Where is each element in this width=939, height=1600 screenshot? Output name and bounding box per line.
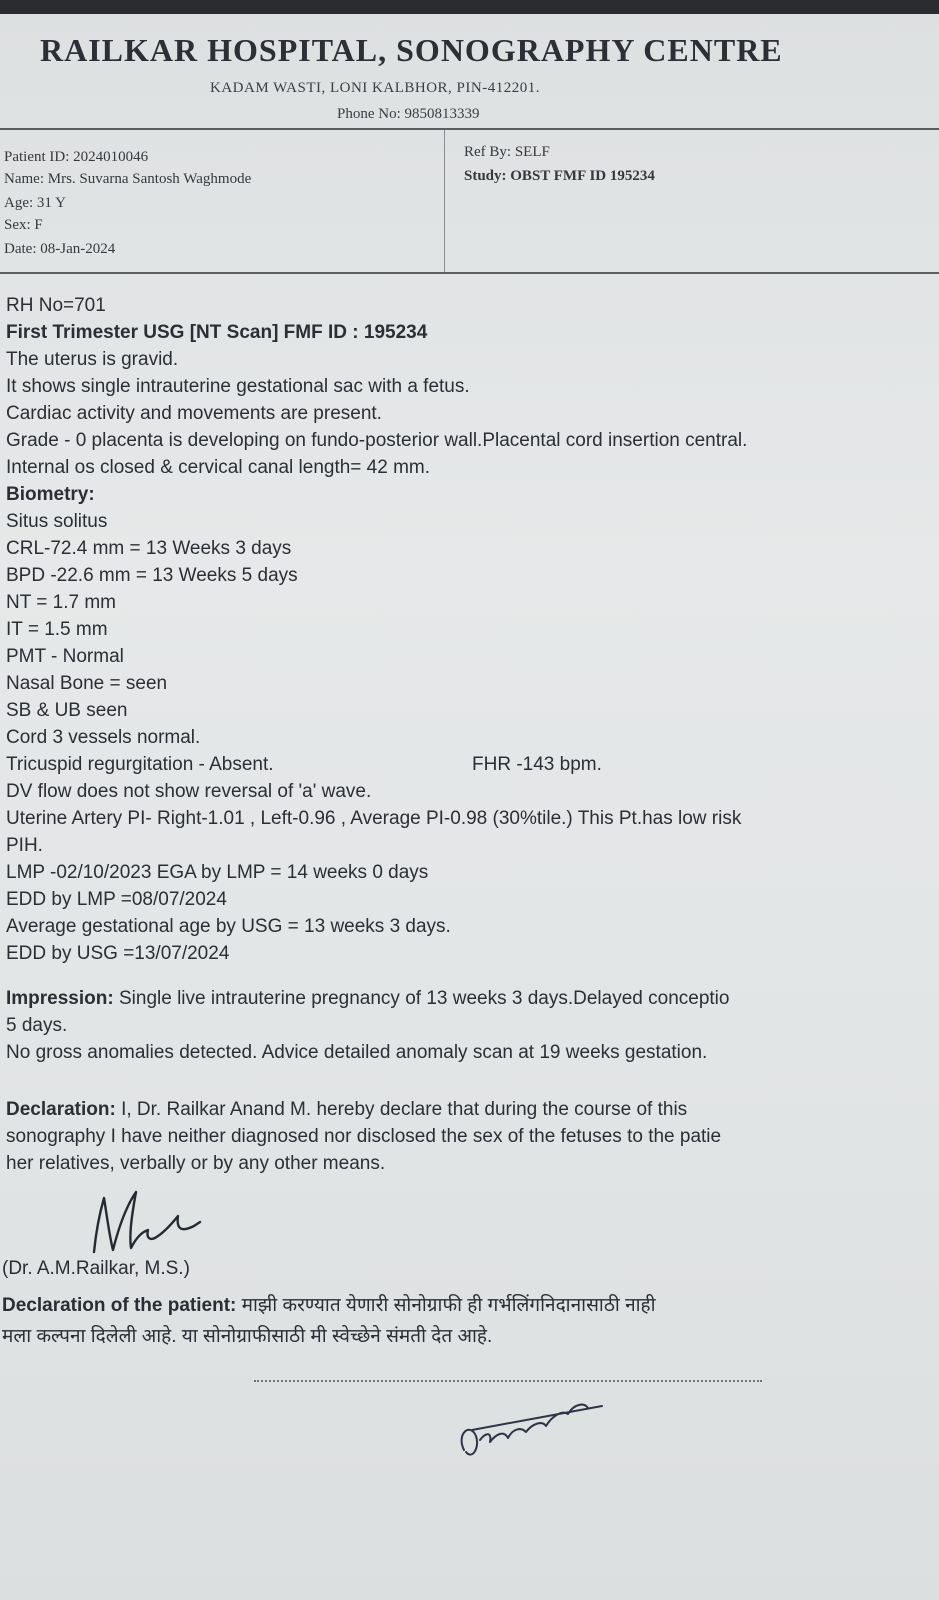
patient-declaration-line-2: मला कल्पना दिलेली आहे. या सोनोग्राफीसाठी मी स्वेच्छेने संमती देत आहे. [2,1326,493,1347]
patient-declaration-text: माझी करण्यात येणारी सोनोग्राफी ही गर्भलिंगनिदानासाठी नाही [236,1295,656,1316]
signature-line [254,1380,762,1382]
ref-by: Ref By: SELF [464,144,550,160]
biometry-line: Cord 3 vessels normal. [6,727,201,748]
declaration-text: I, Dr. Railkar Anand M. hereby declare that during the course of this [115,1099,688,1120]
declaration [6,1096,936,1123]
biometry-line: IT = 1.5 mm [6,619,108,640]
tricuspid-text: Tricuspid regurgitation - Absent. [6,754,274,775]
declaration-label: Declaration: [6,1099,116,1120]
info-column-divider [444,130,445,272]
hospital-address: KADAM WASTI, LONI KALBHOR, PIN-412201. [210,80,540,96]
finding-line: Grade - 0 placenta is developing on fundo-posterior wall.Placental cord insertion central. [6,430,748,451]
pih: PIH. [6,835,43,856]
patient-declaration-label: Declaration of the patient: [2,1295,237,1316]
patient-name: Name: Mrs. Suvarna Santosh Waghmode [4,171,252,187]
info-divider [0,272,939,274]
referral-info [464,140,655,188]
hospital-phone: Phone No: 9850813339 [337,106,480,122]
impression-cont: 5 days. [6,1015,68,1036]
impression-text: Single live intrauterine pregnancy of 13 weeks 3 days.Delayed conceptio [113,988,730,1009]
study-type: Study: OBST FMF ID 195234 [464,168,655,184]
report-heading: First Trimester USG [NT Scan] FMF ID : 195234 [6,322,428,343]
patient-age: Age: 31 Y [4,195,66,211]
declaration-line-2: sonography I have neither diagnosed nor disclosed the sex of the fetuses to the patie [6,1126,722,1147]
biometry-line: BPD -22.6 mm = 13 Weeks 5 days [6,565,298,586]
patient-declaration-line-1 [2,1290,656,1321]
fhr-text: FHR -143 bpm. [472,754,602,775]
edd-lmp: EDD by LMP =08/07/2024 [6,889,227,910]
patient-id: Patient ID: 2024010046 [4,149,149,165]
report-body [6,292,936,1177]
biometry-line: Nasal Bone = seen [6,673,168,694]
biometry-line: PMT - Normal [6,646,124,667]
finding-line: Internal os closed & cervical canal length= 42 mm. [6,457,431,478]
doctor-name: (Dr. A.M.Railkar, M.S.) [2,1258,190,1279]
uterine-artery: Uterine Artery PI- Right-1.01 , Left-0.96 , Average PI-0.98 (30%tile.) This Pt.has low risk [6,808,742,829]
lmp: LMP -02/10/2023 EGA by LMP = 14 weeks 0 days [6,862,429,883]
biometry-line: Situs solitus [6,511,108,532]
edd-usg: EDD by USG =13/07/2024 [6,943,230,964]
patient-info [4,144,251,262]
patient-declaration [2,1290,656,1352]
biometry-line: NT = 1.7 mm [6,592,116,613]
finding-line: It shows single intrauterine gestational sac with a fetus. [6,376,470,397]
rh-number: RH No=701 [6,295,106,316]
patient-sex: Sex: F [4,217,43,233]
dv-flow: DV flow does not show reversal of 'a' wave. [6,781,372,802]
patient-signature [446,1390,616,1470]
avg-gestational-age: Average gestational age by USG = 13 weeks 3 days. [6,916,451,937]
no-anomalies: No gross anomalies detected. Advice detailed anomaly scan at 19 weeks gestation. [6,1042,708,1063]
patient-date: Date: 08-Jan-2024 [4,241,116,257]
finding-line: Cardiac activity and movements are present. [6,403,382,424]
finding-line: The uterus is gravid. [6,349,179,370]
photo-top-edge [0,0,939,14]
declaration-line-3: her relatives, verbally or by any other means. [6,1153,386,1174]
biometry-label: Biometry: [6,484,95,505]
hospital-title: RAILKAR HOSPITAL, SONOGRAPHY CENTRE [40,32,783,68]
biometry-line: SB & UB seen [6,700,128,721]
biometry-line: CRL-72.4 mm = 13 Weeks 3 days [6,538,292,559]
impression [6,985,936,1012]
tricuspid-row [6,751,936,778]
impression-label: Impression: [6,988,114,1009]
header-divider [0,128,939,130]
doctor-signature [82,1186,212,1260]
